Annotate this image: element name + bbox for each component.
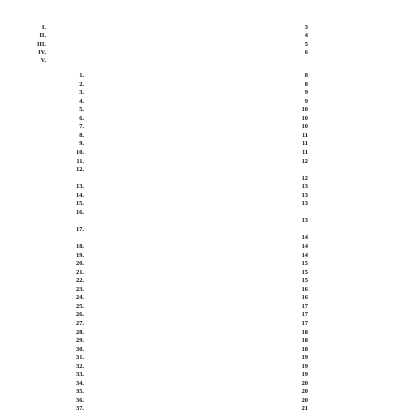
toc-entry-page-number: 13 bbox=[301, 217, 308, 225]
toc-entry-page-number: 9 bbox=[304, 97, 308, 105]
toc-entry-page-number: 11 bbox=[301, 131, 308, 139]
toc-entry-number: V. bbox=[40, 57, 46, 65]
toc-entry-number: 33. bbox=[76, 371, 84, 379]
toc-section-entry[interactable] bbox=[32, 49, 308, 57]
toc-entry-page-number: 5 bbox=[304, 40, 308, 48]
toc-entry-page-number: 15 bbox=[301, 268, 308, 276]
toc-entry-page-number: 13 bbox=[301, 183, 308, 191]
toc-entry[interactable] bbox=[70, 388, 308, 396]
toc-entry[interactable] bbox=[70, 354, 308, 362]
toc-entry[interactable] bbox=[70, 115, 308, 123]
toc-entry[interactable] bbox=[70, 397, 308, 405]
toc-entry[interactable] bbox=[70, 192, 308, 200]
toc-entry[interactable] bbox=[70, 260, 308, 268]
toc-entry-number: 29. bbox=[76, 337, 84, 345]
toc-entry-page-number: 19 bbox=[301, 371, 308, 379]
toc-entry[interactable] bbox=[70, 98, 308, 106]
toc-entry-number: IV. bbox=[38, 48, 46, 56]
toc-entry[interactable] bbox=[70, 200, 308, 208]
toc-entry-number: 10. bbox=[76, 148, 84, 156]
toc-entry[interactable] bbox=[70, 294, 308, 302]
toc-entry-page-number: 10 bbox=[301, 106, 308, 114]
toc-entry[interactable] bbox=[70, 234, 308, 242]
toc-entry[interactable] bbox=[70, 243, 308, 251]
toc-entry-page-number: 15 bbox=[301, 277, 308, 285]
toc-entry-number: 30. bbox=[76, 345, 84, 353]
toc-entry-number: 31. bbox=[76, 354, 84, 362]
toc-entry-page-number: 21 bbox=[301, 405, 308, 413]
toc-entry-number: 25. bbox=[76, 302, 84, 310]
toc-entry[interactable] bbox=[70, 371, 308, 379]
toc-entry[interactable] bbox=[70, 140, 308, 148]
toc-entry-page-number: 13 bbox=[301, 200, 308, 208]
toc-entry-page-number: 14 bbox=[301, 234, 308, 242]
toc-entry-number: III. bbox=[36, 40, 46, 48]
toc-entry-page-number: 19 bbox=[301, 354, 308, 362]
toc-entry-number: 28. bbox=[76, 328, 84, 336]
toc-section-entry[interactable] bbox=[32, 57, 308, 65]
toc-entry-number: 21. bbox=[76, 268, 84, 276]
toc-entry[interactable] bbox=[70, 149, 308, 157]
toc-entry-number: 9. bbox=[79, 140, 84, 148]
toc-entry-page-number: 16 bbox=[301, 285, 308, 293]
toc-entry-number: 8. bbox=[79, 131, 84, 139]
toc-entry[interactable] bbox=[70, 303, 308, 311]
toc-entry-page-number: 17 bbox=[301, 311, 308, 319]
toc-entry-number: 14. bbox=[76, 191, 84, 199]
toc-entry[interactable] bbox=[70, 175, 308, 183]
toc-entry-number: 15. bbox=[76, 200, 84, 208]
toc-entry-page-number: 8 bbox=[304, 72, 308, 79]
toc-entry[interactable] bbox=[70, 252, 308, 260]
toc-entry-number: 20. bbox=[76, 260, 84, 268]
toc-entry[interactable] bbox=[70, 226, 308, 234]
toc-entry-page-number: 10 bbox=[301, 114, 308, 122]
toc-entry-number: 12. bbox=[76, 166, 84, 174]
toc-entry[interactable] bbox=[70, 132, 308, 140]
toc-entry-number: 26. bbox=[76, 311, 84, 319]
toc-entry[interactable] bbox=[70, 72, 308, 80]
toc-entry-number: 5. bbox=[79, 106, 84, 114]
toc-entry-number: 19. bbox=[76, 251, 84, 259]
toc-entry-page-number: 15 bbox=[301, 260, 308, 268]
toc-entry[interactable] bbox=[70, 123, 308, 131]
toc-entry[interactable] bbox=[70, 311, 308, 319]
toc-entry-page-number: 3 bbox=[304, 24, 308, 31]
toc-entry-number: 6. bbox=[79, 114, 84, 122]
toc-entry-number: 7. bbox=[79, 123, 84, 131]
toc-entry[interactable] bbox=[70, 380, 308, 388]
toc-entry[interactable] bbox=[70, 166, 308, 174]
toc-entry-number: 23. bbox=[76, 285, 84, 293]
toc-entry-number: 13. bbox=[76, 183, 84, 191]
toc-entry-page-number: 17 bbox=[301, 302, 308, 310]
toc-entry-page-number: 6 bbox=[304, 48, 308, 56]
toc-entry-number: 32. bbox=[76, 362, 84, 370]
toc-entry-page-number: 20 bbox=[301, 396, 308, 404]
toc-entry-page-number: 14 bbox=[301, 243, 308, 250]
toc-entry[interactable] bbox=[70, 405, 308, 413]
toc-entry-page-number: 14 bbox=[301, 251, 308, 259]
toc-entry-page-number: 17 bbox=[301, 319, 308, 327]
toc-entry-page-number: 13 bbox=[301, 191, 308, 199]
toc-entry-page-number: 18 bbox=[301, 345, 308, 353]
toc-entry-number: 16. bbox=[76, 208, 84, 216]
toc-entry-page-number: 18 bbox=[301, 328, 308, 336]
toc-entry[interactable] bbox=[70, 183, 308, 191]
toc-entry-number: 1. bbox=[79, 72, 84, 79]
toc-entry-page-number: 12 bbox=[301, 157, 308, 165]
toc-entry[interactable] bbox=[70, 337, 308, 345]
toc-entry-page-number: 20 bbox=[301, 379, 308, 387]
toc-entry-number: 22. bbox=[76, 277, 84, 285]
toc-entry-page-number: 10 bbox=[301, 123, 308, 131]
toc-entry-page-number: 4 bbox=[304, 32, 308, 40]
toc-entry-page-number: 20 bbox=[301, 388, 308, 396]
toc-entry-number: 24. bbox=[76, 294, 84, 302]
toc-entry-page-number: 9 bbox=[304, 89, 308, 97]
toc-entry[interactable] bbox=[70, 106, 308, 114]
toc-entry-page-number: 8 bbox=[304, 80, 308, 88]
toc-header bbox=[0, 0, 400, 6]
toc-entry-number: 37. bbox=[76, 405, 84, 413]
toc-section-entry[interactable] bbox=[32, 32, 308, 40]
toc-entry-number: 17. bbox=[76, 225, 84, 233]
toc-entry-page-number: 11 bbox=[301, 148, 308, 156]
toc-entry[interactable] bbox=[70, 329, 308, 337]
toc-entry[interactable] bbox=[70, 81, 308, 89]
toc-entry-number: 4. bbox=[79, 97, 84, 105]
toc-section-entry[interactable] bbox=[32, 24, 308, 32]
toc-entry-number: 36. bbox=[76, 396, 84, 404]
toc-entry[interactable] bbox=[70, 277, 308, 285]
toc-entry-number: 11. bbox=[76, 157, 84, 165]
toc-entry[interactable] bbox=[70, 363, 308, 371]
toc-entry-number: 2. bbox=[79, 80, 84, 88]
toc-entry-number: 3. bbox=[79, 89, 84, 97]
toc-entry-page-number: 18 bbox=[301, 337, 308, 345]
toc-entry-number: I. bbox=[41, 24, 46, 31]
toc-entry[interactable] bbox=[70, 346, 308, 354]
toc-entry-page-number: 11 bbox=[301, 140, 308, 148]
toc-entry-number: II. bbox=[39, 32, 46, 40]
toc-entry[interactable] bbox=[70, 269, 308, 277]
toc-entry[interactable] bbox=[70, 217, 308, 225]
toc-entry-page-number: 12 bbox=[301, 174, 308, 182]
toc-entry[interactable] bbox=[70, 320, 308, 328]
toc-section-entry[interactable] bbox=[32, 41, 308, 49]
toc-entry-number: 27. bbox=[76, 319, 84, 327]
toc-entry[interactable] bbox=[70, 158, 308, 166]
toc-entry-number: 35. bbox=[76, 388, 84, 396]
toc-entry[interactable] bbox=[70, 286, 308, 294]
toc-entry-number: 34. bbox=[76, 379, 84, 387]
toc-entry-number: 18. bbox=[76, 243, 84, 250]
toc-entry-page-number: 19 bbox=[301, 362, 308, 370]
toc-entry[interactable] bbox=[70, 209, 308, 217]
toc-entry-page-number: 16 bbox=[301, 294, 308, 302]
toc-entry[interactable] bbox=[70, 89, 308, 97]
